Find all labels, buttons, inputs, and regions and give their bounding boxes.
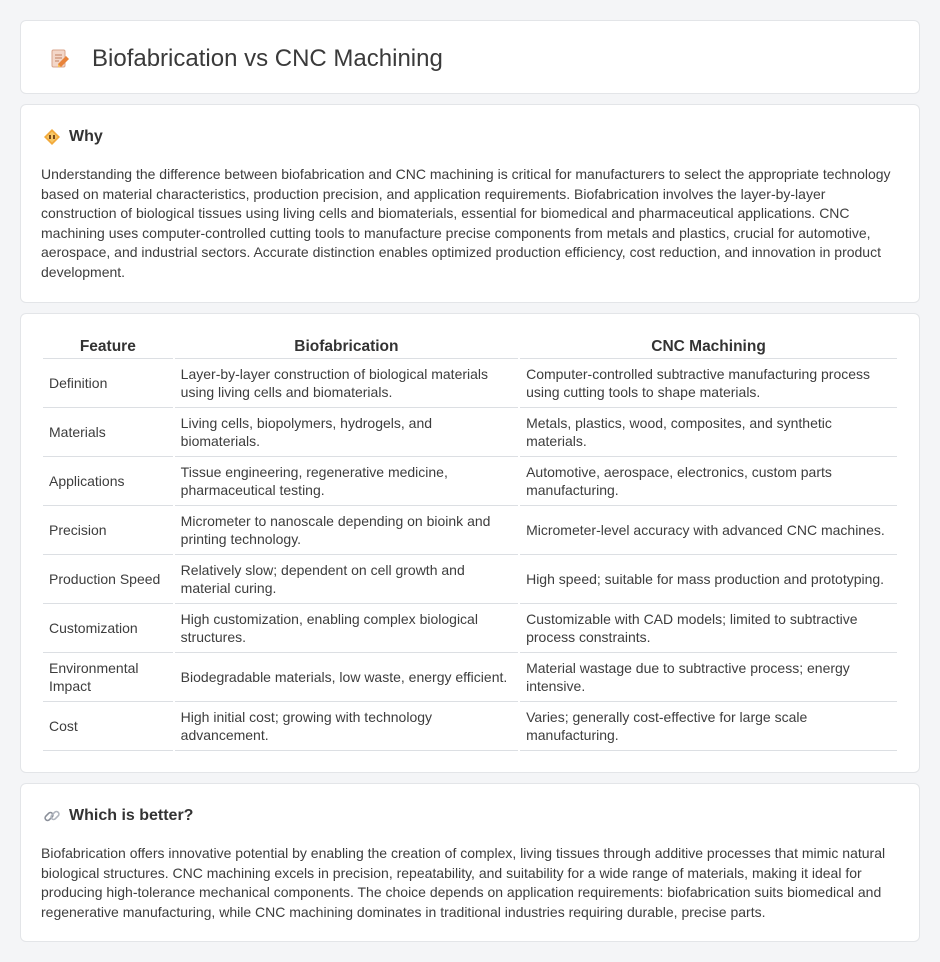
header-feature: Feature [43, 336, 173, 359]
table-row [43, 702, 897, 751]
biofabrication-cell: Living cells, biopolymers, hydrogels, and biomaterials. [175, 408, 518, 457]
why-section [20, 104, 920, 303]
feature-cell: Production Speed [43, 555, 173, 604]
biofabrication-cell: Tissue engineering, regenerative medicine, pharmaceutical testing. [175, 457, 518, 506]
table-row [43, 457, 897, 506]
feature-cell: Customization [43, 604, 173, 653]
feature-cell: Environmental Impact [43, 653, 173, 702]
feature-cell: Definition [43, 359, 173, 408]
why-text: Understanding the difference between biofabrication and CNC machining is critical for manufacturers to select the appropriate technology based on material characteristics, production precision, and application requirements. Biofabrication involves the layer-by-layer construction of biological tissues using living cells and biomaterials, essential for biomedical and pharmaceutical applications. CNC machining uses computer-controlled cutting tools to manufacture precise components from metals and plastics, crucial for automotive, aerospace, and industrial sectors. Accurate distinction enables optimized production efficiency, cost reduction, and innovation in product development. [41, 166, 891, 280]
cnc-cell: High speed; suitable for mass production and prototyping. [520, 555, 897, 604]
why-title: Why [69, 128, 103, 145]
table-header-row [43, 336, 897, 359]
cnc-cell: Metals, plastics, wood, composites, and synthetic materials. [520, 408, 897, 457]
document-pencil-icon [49, 48, 71, 70]
cnc-cell: Customizable with CAD models; limited to subtractive process constraints. [520, 604, 897, 653]
biofabrication-cell: Relatively slow; dependent on cell growth and material curing. [175, 555, 518, 604]
better-heading [43, 806, 193, 826]
link-icon [43, 807, 61, 825]
table-row [43, 359, 897, 408]
comparison-table-card [20, 313, 920, 773]
biofabrication-cell: High initial cost; growing with technology advancement. [175, 702, 518, 751]
why-heading [43, 127, 103, 147]
cnc-cell: Computer-controlled subtractive manufacturing process using cutting tools to shape materials. [520, 359, 897, 408]
table-row [43, 555, 897, 604]
header-biofabrication: Biofabrication [175, 336, 518, 359]
table-row [43, 604, 897, 653]
biofabrication-cell: Layer-by-layer construction of biological materials using living cells and biomaterials. [175, 359, 518, 408]
cnc-cell: Varies; generally cost-effective for large scale manufacturing. [520, 702, 897, 751]
cnc-cell: Material wastage due to subtractive process; energy intensive. [520, 653, 897, 702]
feature-cell: Applications [43, 457, 173, 506]
comparison-table [41, 336, 899, 751]
better-text: Biofabrication offers innovative potential by enabling the creation of complex, living tissues through additive processes that mimic natural biological structures. CNC machining excels in precision, repeatability, and suitability for a wide range of materials, making it ideal for producing high-tolerance mechanical components. The choice depends on application requirements: biofabrication suits biomedical and regenerative manufacturing, while CNC machining dominates in traditional industries requiring durable, precise parts. [41, 845, 886, 920]
biofabrication-cell: Biodegradable materials, low waste, energy efficient. [175, 653, 518, 702]
table-row [43, 653, 897, 702]
feature-cell: Cost [43, 702, 173, 751]
biofabrication-cell: Micrometer to nanoscale depending on bioink and printing technology. [175, 506, 518, 555]
feature-cell: Precision [43, 506, 173, 555]
diamond-warning-icon [43, 128, 61, 146]
page-title: Biofabrication vs CNC Machining [92, 45, 443, 72]
which-is-better-section [20, 783, 920, 942]
header-cnc-machining: CNC Machining [520, 336, 897, 359]
better-title: Which is better? [69, 807, 194, 824]
table-row [43, 506, 897, 555]
biofabrication-cell: High customization, enabling complex biological structures. [175, 604, 518, 653]
title-card [20, 20, 920, 94]
cnc-cell: Automotive, aerospace, electronics, custom parts manufacturing. [520, 457, 897, 506]
cnc-cell: Micrometer-level accuracy with advanced CNC machines. [520, 506, 897, 555]
feature-cell: Materials [43, 408, 173, 457]
table-row [43, 408, 897, 457]
